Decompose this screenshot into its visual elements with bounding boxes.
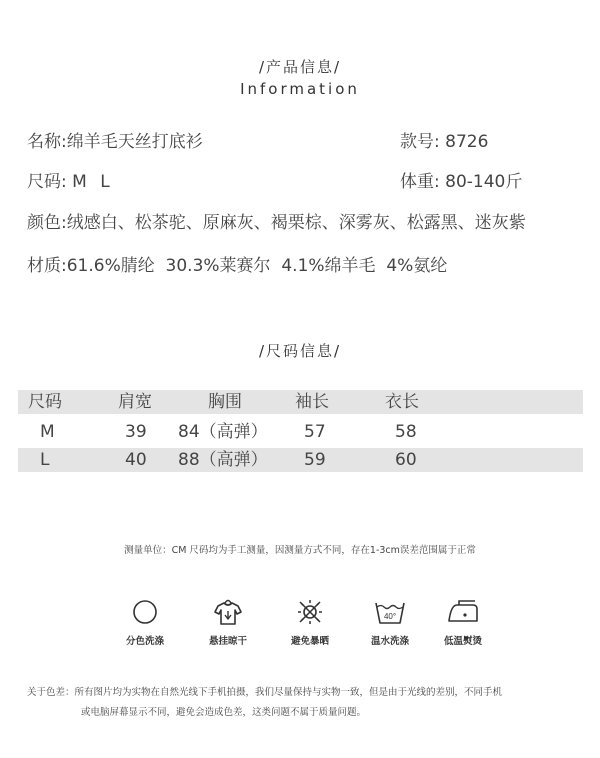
header-shoulder: 肩宽 [118, 392, 152, 412]
care-label: 低温熨烫 [443, 636, 482, 647]
avoid-sun-icon [294, 597, 326, 627]
row-l-sleeve: 59 [304, 450, 326, 470]
row-l-chest: 88（高弹） [178, 450, 268, 470]
size-table-header [18, 390, 583, 414]
care-label: 避免暴晒 [290, 636, 329, 647]
product-section-title: /产品信息/ [258, 58, 342, 76]
header-chest: 胸围 [208, 392, 242, 412]
row-l-length: 60 [395, 450, 417, 470]
row-m-length: 58 [395, 422, 417, 442]
separate-wash-icon [130, 597, 160, 627]
weight-value: 80-140斤 [445, 172, 523, 192]
size-label: 尺码: [27, 172, 67, 192]
header-sleeve: 袖长 [295, 392, 329, 412]
table-row [18, 448, 583, 472]
wash-temp: 40° [383, 612, 397, 621]
disclaimer-line-2: 或电脑屏幕显示不同，避免会造成色差，这类问题不属于质量问题。 [81, 707, 367, 718]
style-field [400, 127, 488, 152]
care-item-low-iron [418, 597, 508, 647]
row-m-size: M [40, 422, 55, 442]
low-iron-icon [445, 597, 481, 627]
product-section-subtitle: Information [240, 80, 360, 98]
disclaimer-line-1: 关于色差：所有图片均为实物在自然光线下手机拍摄，我们尽量保持与实物一致，但是由于光线的差别，不同手机 [27, 687, 503, 698]
color-value: 绒感白、松茶驼、原麻灰、褐栗棕、深雾灰、松露黑、迷灰紫 [66, 213, 526, 233]
row-m-chest: 84（高弹） [178, 422, 268, 442]
row-m-sleeve: 57 [304, 422, 326, 442]
row-l-size: L [40, 450, 50, 470]
material-value: 61.6%腈纶 30.3%莱赛尔 4.1%绵羊毛 4%氨纶 [66, 256, 448, 276]
care-item-hang-dry [183, 597, 273, 647]
color-label: 颜色: [27, 213, 67, 233]
size-section-title: /尺码信息/ [258, 342, 342, 360]
name-field [27, 127, 203, 152]
header-length: 衣长 [385, 392, 419, 412]
style-label: 款号: [400, 132, 440, 152]
weight-label: 体重: [400, 172, 440, 192]
care-label: 悬挂晾干 [208, 636, 247, 647]
row-m-shoulder: 39 [125, 422, 147, 442]
style-value: 8726 [445, 132, 489, 152]
care-label: 分色洗涤 [125, 636, 164, 647]
size-value: M L [72, 172, 114, 192]
name-value: 绵羊毛天丝打底衫 [66, 132, 203, 152]
warm-wash-icon [373, 597, 407, 627]
name-label: 名称: [27, 132, 67, 152]
care-item-separate-wash [100, 597, 190, 647]
table-row [18, 420, 583, 444]
care-label: 温水洗涤 [370, 636, 409, 647]
weight-field [400, 167, 522, 192]
size-field [27, 167, 114, 192]
header-size: 尺码 [28, 392, 62, 412]
color-field [27, 208, 526, 233]
row-l-shoulder: 40 [125, 450, 147, 470]
material-field [27, 251, 447, 276]
measure-note: 测量单位：CM 尺码均为手工测量，因测量方式不同，存在1-3cm误差范围属于正常 [124, 545, 476, 556]
hang-dry-icon [212, 597, 244, 627]
care-item-avoid-sun [265, 597, 355, 647]
material-label: 材质: [27, 256, 67, 276]
